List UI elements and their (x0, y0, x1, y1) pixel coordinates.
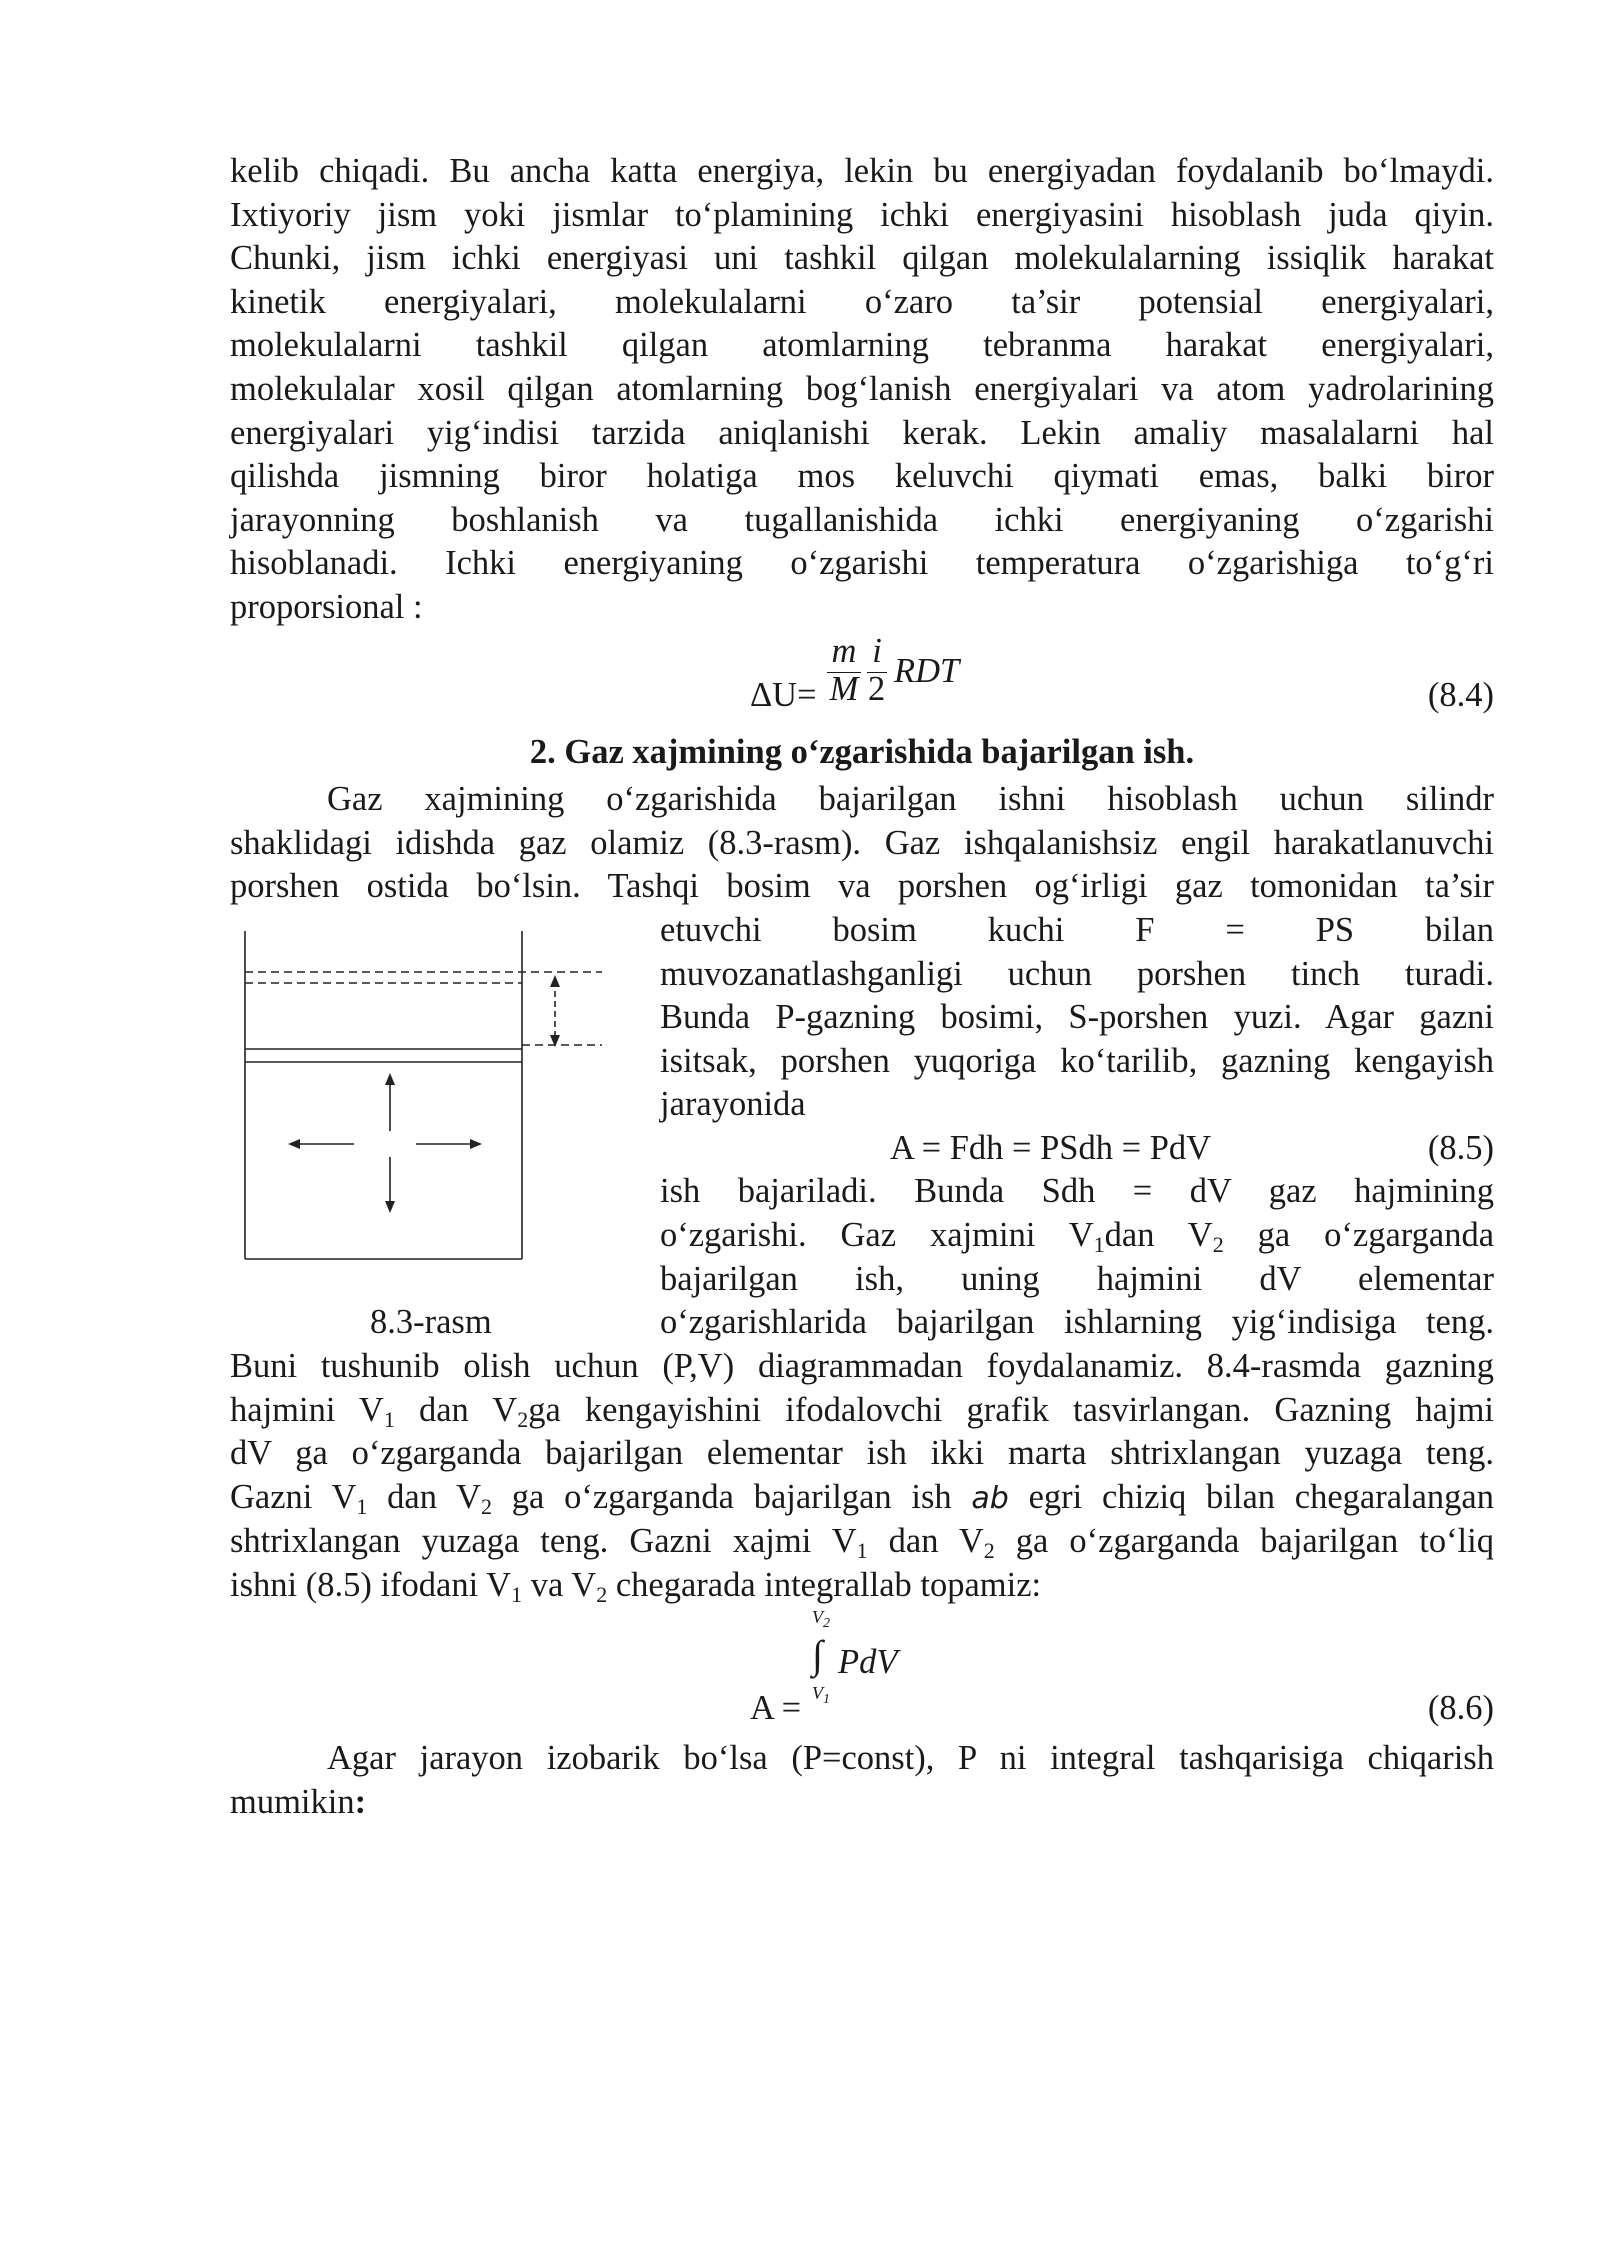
text-line: isitsak, porshen yuqoriga ko‘tarilib, gazning kengayish (660, 1041, 1494, 1080)
text-line: molekulalar xosil qilgan atomlarning bog‘lanish energiyalari va atom yadrolarining (230, 369, 1494, 408)
integral-upper-limit: $V_2$ (812, 1607, 830, 1632)
integral-sign: ∫ (812, 1632, 823, 1678)
text-line: molekulalarni tashkil qilgan atomlarning tebranma harakat energiyalari, (230, 326, 1494, 365)
text-line: proporsional : (230, 587, 423, 626)
text-line: Bunda P-gazning bosimi, S-porshen yuzi. Agar gazni (660, 998, 1494, 1037)
text-line: muvozanatlashganligi uchun porshen tinch turadi. (660, 954, 1494, 993)
equation-8-5 (660, 1127, 1494, 1171)
paragraph-isobaric (230, 1737, 1494, 1824)
cylinder-piston-figure (230, 909, 640, 1299)
text-line: shaklidagi idishda gaz olamiz (8.3-rasm). Gaz ishqalanishsiz engil harakatlanuvchi (230, 823, 1494, 862)
text-line: ishni (8.5) ifodani $V_1$ va $V_2$ chegarada integrallab topamiz: (230, 1565, 1042, 1607)
eq-lhs: ΔU= (750, 675, 817, 714)
figure-wrap-block (230, 909, 1494, 1345)
equation-8-4 (230, 630, 1494, 717)
text-line: Gazni $V_1$ dan $V_2$ ga o‘zgarganda bajarilgan ish ab egri chiziq bilan chegaralangan (230, 1477, 1494, 1519)
text-line: Chunki, jism ichki energiyasi uni tashkil qilgan molekulalarning issiqlik harakat (230, 239, 1494, 278)
equation-text: A = Fdh = PSdh = PdV (890, 1128, 1212, 1167)
text-line: energiyalari yig‘indisi tarzida aniqlanishi kerak. Lekin amaliy masalalarni hal (230, 413, 1494, 452)
text-line: Ixtiyoriy jism yoki jismlar to‘plamining ichki energiyasini hisoblash juda qiyin. (230, 195, 1494, 234)
equation-number: (8.4) (1427, 675, 1494, 714)
arrow-head-up (385, 1073, 395, 1085)
paragraph-pv-diagram (230, 1345, 1494, 1608)
eq-numerator-m: m (831, 631, 857, 670)
arrow-head-left (288, 1139, 300, 1149)
text-line: Buni tushunib olish uchun (P,V) diagrammadan foydalanamiz. 8.4-rasmda gazning (230, 1346, 1494, 1385)
text-line: kinetik energiyalari, molekulalarni o‘zaro ta’sir potensial energiyalari, (230, 282, 1494, 321)
text-line: jarayonida (660, 1085, 806, 1124)
dh-arrow-head-up (550, 975, 560, 987)
section-heading: 2. Gaz xajmining o‘zgarishida bajarilgan ish. (529, 732, 1195, 771)
paragraph-gas-volume (230, 778, 1494, 909)
text-line: shtrixlangan yuzaga teng. Gazni xajmi $V_1$ dan $V_2$ ga o‘zgarganda bajarilgan to‘liq (230, 1522, 1494, 1564)
text-line: jarayonning boshlanish va tugallanishida ichki energiyaning o‘zgarishi (230, 500, 1494, 539)
text-line: qilishda jismning biror holatiga mos keluvchi qiymati emas, balki biror (230, 457, 1494, 496)
equation-8-6 (230, 1607, 1494, 1737)
text-line: Gaz xajmining o‘zgarishida bajarilgan ishni hisoblash uchun silindr (327, 780, 1494, 819)
integral-lower-limit: $V_1$ (812, 1683, 830, 1708)
fraction-bar (827, 672, 861, 673)
text-line: hisoblanadi. Ichki energiyaning o‘zgarishi temperatura o‘zgarishiga to‘g‘ri (230, 544, 1494, 583)
text-line: o‘zgarishlarida bajarilgan ishlarning yig‘indisiga teng. (660, 1303, 1494, 1342)
text-line: porshen ostida bo‘lsin. Tashqi bosim va porshen og‘irligi gaz tomonidan ta’sir (230, 867, 1494, 906)
paragraph-internal-energy (230, 150, 1494, 630)
fraction-bar (867, 672, 887, 673)
text-line: dV ga o‘zgarganda bajarilgan elementar ish ikki marta shtrixlangan yuzaga teng. (230, 1434, 1494, 1473)
integrand: PdV (838, 1643, 898, 1682)
eq-rdt: RDT (894, 651, 960, 690)
text-line: mumikin: (230, 1783, 367, 1822)
text-line: kelib chiqadi. Bu ancha katta energiya, lekin bu energiyadan foydalanib bo‘lmaydi. (230, 152, 1494, 190)
equation-number: (8.6) (1427, 1689, 1494, 1728)
text-line: bajarilgan ish, uning hajmini dV elementar (660, 1259, 1494, 1298)
eq-lhs: A = (750, 1689, 802, 1728)
page-content (230, 150, 1494, 1825)
arrow-head-down (385, 1201, 395, 1213)
equation-number: (8.5) (1427, 1128, 1494, 1167)
arrow-head-right (470, 1139, 482, 1149)
text-line: Agar jarayon izobarik bo‘lsa (P=const), P ni integral tashqarisiga chiqarish (327, 1739, 1494, 1778)
text-line: o‘zgarishi. Gaz xajmini $V_1dan$ $V_2$ ga o‘zgarganda (660, 1216, 1495, 1258)
text-line: hajmini $V_1$ dan $V_2ga$ kengayishini ifodalovchi grafik tasvirlangan. Gazning hajmi (230, 1390, 1494, 1432)
figure-caption: 8.3-rasm (370, 1302, 492, 1341)
text-line: etuvchi bosim kuchi F = PS bilan (660, 910, 1494, 949)
right-column-text (660, 909, 1494, 1345)
eq-denominator-2: 2 (868, 669, 886, 708)
text-line: ish bajariladi. Bunda Sdh = dV gaz hajmining (660, 1172, 1494, 1211)
eq-numerator-i: i (872, 631, 882, 670)
curve-label-ab: ab (971, 1480, 1009, 1516)
eq-denominator-M: M (829, 669, 859, 708)
